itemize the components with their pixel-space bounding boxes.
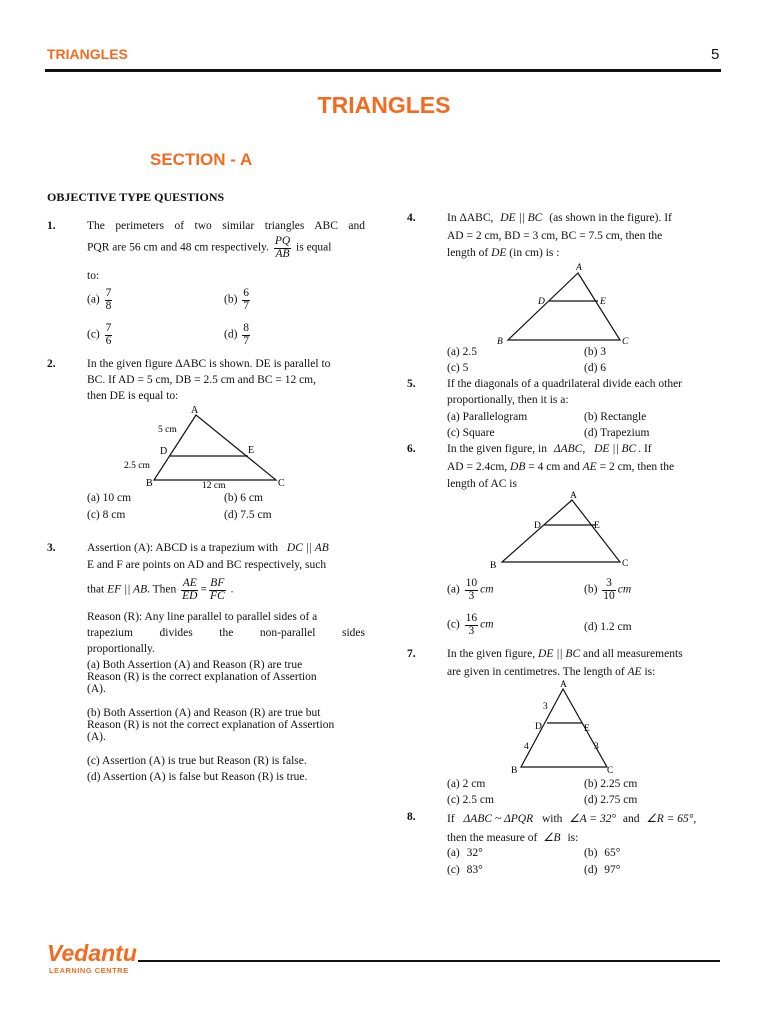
frac-num: 3 [602, 578, 616, 591]
unit: cm [480, 618, 494, 631]
q2-line2: BC. If AD = 5 cm, DB = 2.5 cm and BC = 12 cm, [87, 374, 317, 386]
q7-ae: AE [627, 666, 642, 678]
q4-de-bc: DE || BC [500, 212, 543, 224]
q7-de-bc: DE || BC [538, 648, 581, 660]
q3-line2: E and F are points on AD and BC respectively, such [87, 559, 327, 571]
q4-line1 [447, 212, 672, 224]
option-line: Reason (R) is not the correct explanation of Assertion [87, 719, 335, 731]
option-value: 83° [466, 864, 483, 876]
fraction-ae-ed [181, 578, 198, 602]
vertex-b-label: B [511, 766, 518, 776]
vertex-c-label: C [622, 559, 629, 569]
q5-line2: proportionally, then it is a: [447, 394, 569, 406]
q5-line1: If the diagonals of a quadrilateral divide each other [447, 378, 683, 390]
frac-num: 7 [105, 322, 112, 334]
triangle-abc [521, 689, 607, 767]
option-fraction [242, 323, 250, 347]
q7-line1 [447, 648, 683, 660]
q6-line3: length of AC is [447, 478, 517, 490]
q3-reason-line2 [87, 627, 365, 639]
q1-line3: to: [87, 270, 100, 282]
subheading: OBJECTIVE TYPE QUESTIONS [47, 190, 225, 204]
frac-den: 7 [243, 334, 250, 347]
q3-option-a[interactable] [87, 659, 367, 695]
equals-sign: = [200, 583, 207, 596]
point-d-label: D [534, 521, 541, 531]
q7-option-d[interactable]: (d) 2.75 cm [584, 794, 638, 806]
q3-that: that [87, 583, 105, 596]
q2-option-b[interactable]: (b) 6 cm [224, 492, 263, 504]
q3-dc-ab: DC || AB [286, 542, 329, 554]
page-title: TRIANGLES [317, 92, 451, 118]
frac-num: 7 [105, 287, 112, 299]
question-number: 3. [47, 542, 56, 554]
q7-is: is: [644, 666, 656, 678]
question-number: 2. [47, 358, 56, 370]
frac-den: 6 [105, 334, 112, 347]
vertex-c-label: C [622, 337, 629, 347]
question-number: 4. [407, 212, 416, 224]
q7-option-c[interactable]: (c) 2.5 cm [447, 794, 494, 806]
q8-line1 [447, 811, 696, 825]
q2-option-c[interactable]: (c) 8 cm [87, 509, 126, 521]
q1-line2-end: is equal [296, 241, 332, 254]
q4-option-b[interactable]: (b) 3 [584, 346, 607, 358]
vedantu-logo: Vedantu [47, 940, 137, 966]
option-line: (a) Both Assertion (A) and Reason (R) are true [87, 659, 303, 671]
frac-den: 10 [603, 589, 615, 602]
q1-line2-text: PQR are 56 cm and 48 cm respectively. [87, 241, 269, 254]
q3-line3 [87, 578, 233, 602]
q3-line1-text: Assertion (A): ABCD is a trapezium with [87, 542, 279, 554]
q8-angle-a: ∠A = 32° [569, 813, 617, 825]
q7-option-b[interactable]: (b) 2.25 cm [584, 778, 638, 790]
q6-abc: ΔABC, [553, 443, 586, 455]
q8-with: with [541, 813, 563, 825]
q5-option-c[interactable]: (c) Square [447, 427, 495, 439]
question-number: 5. [407, 378, 416, 390]
q7-line1-text: In the given figure, [447, 648, 536, 660]
q2-line1: In the given figure ΔABC is shown. DE is parallel to [87, 358, 331, 370]
q8-option-c[interactable] [447, 864, 483, 876]
option-label: (c) [87, 328, 100, 341]
point-d-label: D [538, 297, 545, 307]
option-label: (a) [87, 293, 100, 306]
q1-line2 [87, 236, 331, 260]
q6-line2 [447, 461, 674, 473]
point-e-label: E [584, 724, 590, 734]
question-number: 6. [407, 443, 416, 455]
q3-option-d[interactable]: (d) Assertion (A) is false but Reason (R) is true. [87, 771, 308, 783]
q8-angle-r: ∠R = 65° [646, 813, 694, 825]
header-divider [45, 69, 721, 72]
option-value: 97° [604, 864, 621, 876]
logo-subtitle: LEARNING CENTRE [49, 966, 129, 975]
q4-line3 [447, 247, 559, 259]
q1-option-c[interactable] [87, 323, 114, 347]
q8-and: and [622, 813, 640, 825]
frac-num: 10 [465, 577, 478, 589]
frac-num: PQ [274, 235, 291, 247]
q8-option-a[interactable] [447, 847, 483, 859]
fraction-bf-fc [209, 578, 226, 602]
q3-option-b[interactable] [87, 707, 367, 743]
q4-triangle-figure [480, 260, 640, 348]
fraction-pq-ab [274, 236, 291, 260]
question-text [87, 220, 365, 232]
frac-den: 3 [468, 624, 475, 637]
option-fraction [242, 288, 250, 312]
triangle-abc [502, 500, 620, 562]
q6-db: DB [510, 461, 526, 473]
q8-option-d[interactable] [584, 864, 620, 876]
length-ec-label: 3 [594, 742, 599, 752]
vertex-c-label: C [278, 478, 285, 489]
length-db-label: 2.5 cm [124, 461, 150, 471]
q8-line2 [447, 830, 578, 844]
vertex-b-label: B [146, 478, 153, 489]
option-label: (b) [584, 847, 598, 859]
question-number: 1. [47, 220, 56, 232]
frac-den: ED [182, 589, 198, 602]
q4-option-c[interactable]: (c) 5 [447, 362, 469, 374]
q6-option-a[interactable] [447, 578, 494, 602]
q1-line1: The perimeters of two similar triangles ABC and [87, 220, 365, 232]
vertex-a-label: A [570, 491, 577, 501]
option-line: (A). [87, 683, 106, 695]
q8-line2-text: then the measure of [447, 832, 538, 844]
vertex-c-label: C [607, 766, 614, 776]
q8-if: If [447, 813, 455, 825]
option-line: (A). [87, 731, 106, 743]
point-e-label: E [594, 521, 600, 531]
q8-is: is: [567, 832, 579, 844]
option-label: (c) [447, 618, 460, 631]
q6-line1-text: In the given figure, in [447, 443, 547, 455]
frac-den: 7 [243, 299, 250, 312]
frac-num: 16 [465, 612, 478, 624]
length-ad-label: 5 cm [158, 425, 177, 435]
vertex-a-label: A [191, 405, 199, 416]
q6-db-val: = 4 cm and [528, 461, 580, 473]
q6-option-d[interactable]: (d) 1.2 cm [584, 621, 632, 633]
q2-line3: then DE is equal to: [87, 390, 179, 402]
option-label: (a) [447, 583, 460, 596]
q3-line1 [87, 542, 329, 554]
q2-option-a[interactable]: (a) 10 cm [87, 492, 132, 504]
option-label: (c) [447, 864, 460, 876]
q1-option-b[interactable] [224, 288, 252, 312]
period: . [230, 583, 234, 596]
option-fraction [465, 613, 479, 637]
point-d-label: D [535, 722, 542, 732]
option-fraction [105, 323, 113, 347]
option-fraction [602, 578, 616, 602]
q3-then: . Then [147, 583, 177, 596]
q6-option-b[interactable] [584, 578, 631, 602]
q1-option-d[interactable] [224, 323, 252, 347]
length-bc-label: 12 cm [202, 481, 226, 490]
q4-line2: AD = 2 cm, BD = 3 cm, BC = 7.5 cm, then the [447, 230, 663, 242]
option-line: Reason (R) is the correct explanation of Assertion [87, 671, 317, 683]
q5-option-a[interactable]: (a) Parallelogram [447, 411, 528, 423]
option-label: (d) [224, 328, 238, 341]
vertex-b-label: B [490, 561, 497, 571]
q3-reason-line2-text: trapezium divides the non-parallel sides [87, 627, 365, 639]
length-ad-label: 3 [543, 702, 548, 712]
frac-num: AE [182, 577, 197, 589]
q3-option-c[interactable]: (c) Assertion (A) is true but Reason (R) is false. [87, 755, 307, 767]
option-line: (b) Both Assertion (A) and Reason (R) are true but [87, 707, 321, 719]
option-fraction [465, 578, 479, 602]
q6-de-bc: DE || BC [594, 443, 637, 455]
q6-option-c[interactable] [447, 613, 494, 637]
q6-ae: AE [582, 461, 597, 473]
unit: cm [480, 583, 494, 596]
option-label: (b) [584, 583, 598, 596]
q8-option-b[interactable] [584, 847, 620, 859]
q7-line1-end: and all measurements [583, 648, 683, 660]
q7-triangle-figure [505, 677, 625, 777]
q3-ef-ab: EF || AB [107, 583, 148, 596]
option-value: 65° [604, 847, 621, 859]
q2-option-d[interactable]: (d) 7.5 cm [224, 509, 272, 521]
q4-de: DE [491, 247, 507, 259]
length-db-label: 4 [524, 742, 529, 752]
footer-divider [138, 960, 720, 962]
q4-option-a[interactable]: (a) 2.5 [447, 346, 478, 358]
frac-den: AB [275, 247, 290, 260]
q6-triangle-figure [480, 486, 640, 572]
q6-if: . If [638, 443, 652, 455]
frac-num: 6 [243, 287, 250, 299]
q7-option-a[interactable]: (a) 2 cm [447, 778, 486, 790]
option-fraction [105, 288, 113, 312]
comma: , [693, 813, 697, 825]
question-number: 7. [407, 648, 416, 660]
q8-angle-b: ∠B [543, 832, 561, 844]
q3-reason-line1: Reason (R): Any line parallel to parallel sides of a [87, 611, 318, 623]
option-value: 32° [466, 847, 483, 859]
q7-line2-text: are given in centimetres. The length of [447, 666, 625, 678]
q6-line1 [447, 443, 652, 455]
vertex-a-label: A [560, 680, 567, 690]
q5-option-d[interactable]: (d) Trapezium [584, 427, 650, 439]
q6-ad: AD = 2.4cm, [447, 461, 508, 473]
q6-line2-end: = 2 cm, then the [599, 461, 675, 473]
vertex-a-label: A [576, 263, 582, 273]
q4-in-abc: In ΔABC, [447, 212, 494, 224]
q4-line1-end: (as shown in the figure). If [549, 212, 672, 224]
point-e-label: E [600, 297, 606, 307]
vertex-b-label: B [497, 337, 503, 347]
q2-triangle-figure [118, 402, 298, 490]
q4-length-of: length of [447, 247, 489, 259]
option-label: (a) [447, 847, 460, 859]
q4-option-d[interactable]: (d) 6 [584, 362, 607, 374]
frac-num: 8 [243, 322, 250, 334]
point-d-label: D [160, 446, 168, 457]
q1-option-a[interactable] [87, 288, 114, 312]
frac-den: 3 [468, 589, 475, 602]
frac-num: BF [210, 577, 225, 589]
q5-option-b[interactable]: (b) Rectangle [584, 411, 647, 423]
frac-den: FC [209, 589, 225, 602]
q8-similarity: ΔABC ~ ΔPQR [463, 813, 534, 825]
point-e-label: E [248, 445, 255, 456]
unit: cm [617, 583, 632, 596]
page-number: 5 [711, 46, 720, 63]
question-number: 8. [407, 811, 416, 823]
q4-line3-end: (in cm) is : [509, 247, 560, 259]
q3-reason-line3: proportionally. [87, 643, 155, 655]
option-label: (d) [584, 864, 598, 876]
chapter-header: TRIANGLES [47, 46, 128, 62]
frac-den: 8 [105, 299, 112, 312]
option-label: (b) [224, 293, 238, 306]
section-title: SECTION - A [150, 150, 253, 169]
